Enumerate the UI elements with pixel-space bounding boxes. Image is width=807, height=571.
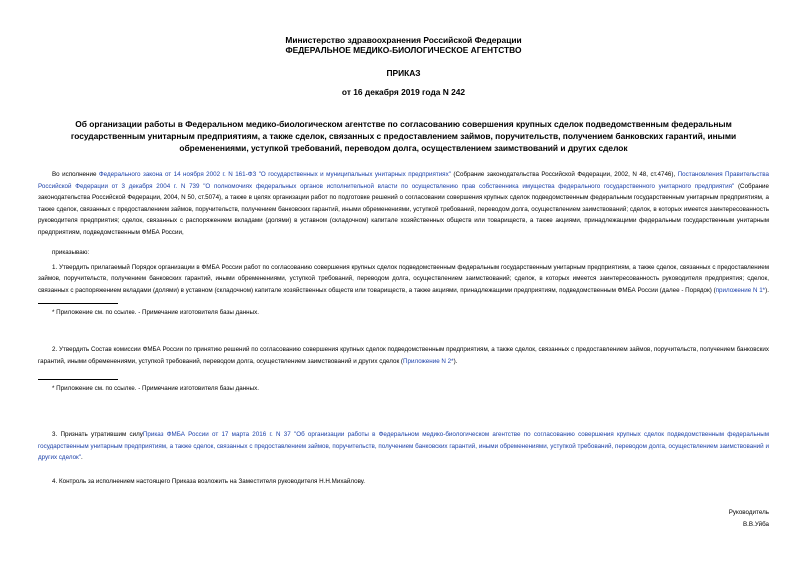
document-date-number: от 16 декабря 2019 года N 242 — [341, 87, 466, 97]
ministry-name: Министерство здравоохранения Российской Федерации — [285, 35, 522, 45]
order-word: приказываю: — [52, 249, 90, 256]
agency-name: ФЕДЕРАЛЬНОЕ МЕДИКО-БИОЛОГИЧЕСКОЕ АГЕНТСТВО — [285, 45, 522, 55]
footnote-1: * Приложение см. по ссылке. - Примечание изготовителя базы данных. — [52, 309, 259, 316]
item-2 — [38, 344, 769, 367]
footnote-divider — [38, 379, 118, 380]
document-title: Об организации работы в Федеральном медико-биологическом агентстве по согласованию совершения крупных сделок подведомственным федеральным государственным унитарным предприятиям, а также сделок, связанных с предоставлением займов, поручительств, получением банковских гарантий, иными обременениями, уступкой требований, переводом долга, осуществлением заимствований и других сделок — [70, 119, 737, 153]
footnote-divider — [38, 303, 118, 304]
item-3-text: 3. Признать утратившим силу — [52, 431, 143, 438]
government-decree-link[interactable]: Постановления Правительства Российской Федерации от 3 декабря 2004 г. N 739 "О полномочиях федеральных органов исполнительной власти по осуществлению прав собственника имущества федерального государственного унитарного предприятия" — [38, 171, 769, 190]
preamble-paragraph — [38, 169, 769, 238]
footnote-2: * Приложение см. по ссылке. - Примечание изготовителя базы данных. — [52, 385, 259, 392]
preamble-text-2: (Собрание законодательства Российской Федерации, 2002, N 48, ст.4746), — [450, 171, 678, 178]
signer-position: Руководитель — [728, 509, 769, 516]
federal-law-link[interactable]: Федерального закона от 14 ноября 2002 г. N 161-ФЗ "О государственных и муниципальных унитарных предприятиях" — [98, 171, 451, 178]
item-1-text: 1. Утвердить прилагаемый Порядок организации в ФМБА России работ по согласованию совершения крупных сделок подведомственным федеральным государственным унитарным предприятиям, а также сделок, связанных с предоставлением займов, поручительств, получением банковских гарантий, иными обременениями, уступкой требований, переводом долга, осуществлением заимствований; сделок, в которых имеется заинтересованность руководителя предприятия; сделок, связанных с распоряжением вкладами (долями) в уставном (складочном) капитале хозяйственных обществ или товариществ, а также акциями, принадлежащими предприятиям, подведомственным ФМБА России (далее - Порядок) ( — [38, 263, 769, 294]
signer-name: В.В.Уйба — [743, 520, 769, 528]
item-4: 4. Контроль за исполнением настоящего Приказа возложить на Заместителя руководителя Н.Н.Михайлову. — [52, 477, 365, 485]
repealed-order-link[interactable]: Приказ ФМБА России от 17 марта 2016 г. N 37 "Об организации работы в Федеральном медико-биологическом агентстве по согласованию совершения крупных сделок подведомственным федеральным государственным унитарным предприятиям, а также сделок, связанных с предоставлением займов, поручительств, получением банковских гарантий, иными обременениями, уступкой требований, переводом долга, осуществлением заимствований и других сделок" — [38, 431, 769, 461]
signature-block — [729, 507, 769, 530]
preamble-text-1: Во исполнение — [52, 171, 99, 178]
preamble-text-3: (Собрание законодательства Российской Федерации, 2004, N 50, ст.5074), а также в целях организации работ по подготовке решений о согласовании совершения крупных сделок подведомственным федеральным государственным унитарным предприятиям, а также сделок, связанных с предоставлением займов, поручительств, получением банковских гарантий, иными обременениями, уступкой требований, переводом долга, осуществлением заимствований; сделок, в которых имеется заинтересованность руководителя предприятия; сделок, связанных с распоряжением вкладами (долями) в уставном (складочном) капитале хозяйственных обществ или товариществ, а также акциями, принадлежащими федеральным государственным унитарным предприятиям, подведомственным ФМБА России, — [38, 182, 769, 236]
appendix-1-link[interactable]: приложение N 1* — [715, 286, 766, 294]
item-2-text: 2. Утвердить Состав комиссии ФМБА России по принятию решений по согласованию совершения крупных сделок подведомственным предприятиям, а также сделок, связанных с предоставлением займов, поручительств, получением банковских гарантий, иными обременениями, уступкой требований, переводом долга, осуществлением заимствований и других сделок ( — [38, 346, 769, 365]
appendix-2-link[interactable]: Приложение N 2* — [403, 357, 454, 365]
item-1-end: ). — [765, 286, 769, 294]
item-1 — [38, 262, 769, 297]
item-3 — [38, 429, 769, 464]
document-type: ПРИКАЗ — [386, 68, 421, 78]
item-3-end: . — [81, 454, 83, 461]
item-2-end: ). — [453, 357, 458, 365]
